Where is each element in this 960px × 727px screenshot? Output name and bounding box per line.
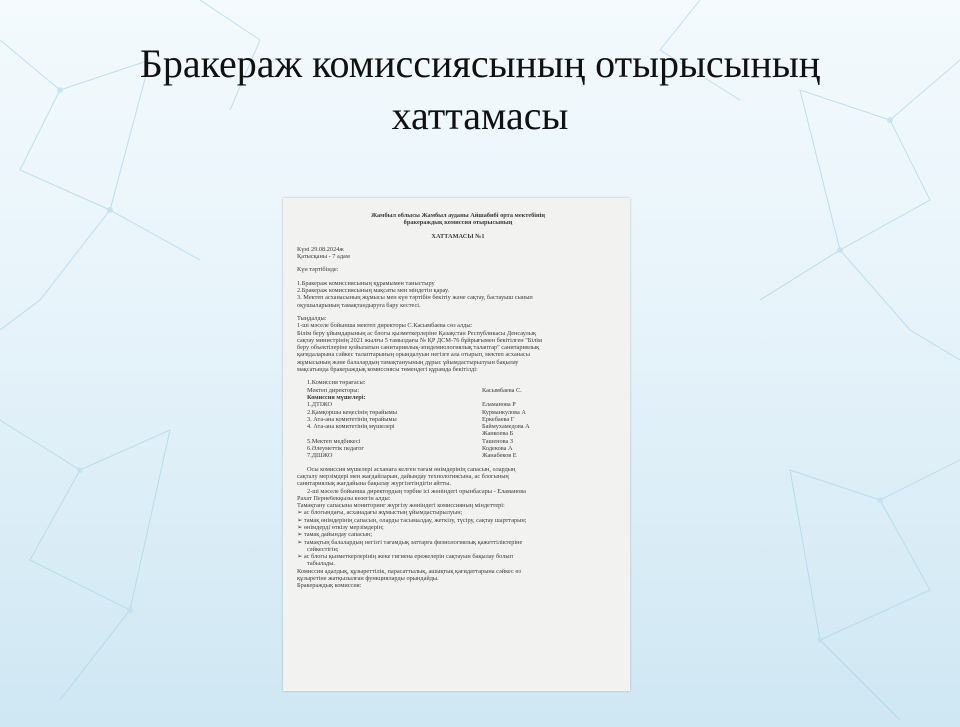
agenda-item: 1.Бракераж комиссиясының құрамымен таныстыру <box>297 279 435 287</box>
member-role <box>307 430 482 437</box>
heard-heading: Тыңдалды: <box>297 314 327 322</box>
heard-line: Білім беру ұйымдарының ас блогы қызметкерлеріне Қазақстан Республикасы Денсаулық <box>297 329 537 337</box>
member-role: 2.Қамқоршы кеңесінің төрайымы <box>307 408 397 416</box>
member-role: 4. Ата-ана комитетінің мүшелері <box>307 423 395 431</box>
member-name: Курманкулова А <box>482 408 526 416</box>
task-item: ➢ тамақ өнімдерінің сапасын, оларды тасымалдау, жеткізу, түсіру, сақтау шарттарын; <box>297 517 619 524</box>
doc-date: Күні 29.08.2024ж <box>297 245 344 253</box>
agenda-heading: Күн тәртібінде: <box>297 266 339 274</box>
slide-title-line-2: хаттамасы <box>391 93 569 138</box>
member-role: 3. Ата-ана комитетінің төрайымы <box>307 415 397 423</box>
para-line: санитариялық жағдайына бақылау жүргізетіндігін айтты. <box>297 480 451 488</box>
members-list <box>297 379 619 459</box>
doc-header-number: ХАТТАМАСЫ №1 <box>431 232 485 240</box>
task-item: ➢ ас блогындағы, асханадағы жұмыстың ұйымдастырылуын; <box>297 509 619 516</box>
member-name: Жанабеков Е <box>482 452 517 460</box>
member-name <box>482 379 619 386</box>
agenda-item: 3. Мектеп асханасының жұмысы мен күн тәртібін бекітіу және сақтау, бастауыш сынып <box>297 294 533 302</box>
para-line: сақталу мерзімдері мен жағдайларын, дайындау технологиясына, ас блогының <box>297 472 509 480</box>
para-line: Тамақтану сапасына мониторинг жүргізу жөніндегі комиссияның міндеттері: <box>297 502 505 510</box>
member-role: 7.ДШЖО <box>307 452 333 460</box>
doc-header-line-2: бракераждық комиссия отырысының <box>403 219 513 227</box>
task-item: ➢ тамақтың балалардың негізгі тағамдық заттарға физиологиялық қажеттіліктеріне <box>297 539 619 546</box>
heard-line: 1-ші мәселе бойынша мектеп директоры С.Касымбаева сөз алды: <box>297 322 473 330</box>
para-line: Осы комиссия мүшелері асханаға келген тағам өнімдерінің сапасын, олардың <box>307 465 516 473</box>
para-line: 2-ші мәселе бойынша директордың тәрбие ісі жөніндегі орынбасары - Еламанова <box>307 487 526 495</box>
member-name: Ташенова З <box>482 437 514 445</box>
member-name: Касымбаева С. <box>482 386 522 394</box>
member-name: Еламанова Р <box>482 401 516 409</box>
heard-line: беру объектілеріне қойылатын санитариялық-эпидемиологиялық талаптар" санитариялық <box>297 344 540 352</box>
heard-line: мақсатында бракераждық комиссиясы төмендегі құрамда бекітілді: <box>297 366 478 374</box>
task-item-continuation: сәйкестігін; <box>307 545 339 553</box>
member-name: Еркебаева Г <box>482 415 515 423</box>
heard-line: қағидаларына сәйкес талаптарының орындалуын негізге ала отырып, мектеп асханасы <box>297 351 530 359</box>
task-item: ➢ ас блогы қызметкерлерінің жеке гигиена ережелерін сақтауын бақылау болып <box>297 553 619 560</box>
member-name: Жанкоева Б <box>482 430 514 438</box>
closing-line: Бракераждық комиссия: <box>297 582 362 590</box>
task-item: ➢ тамақ дайындау сапасын; <box>297 531 619 538</box>
closing-line: құзыретіне жатқызылған функцияларды орындайды. <box>297 575 439 583</box>
doc-header-line-1: Жамбыл облысы Жамбыл ауданы Айшабибі орта мектебінің <box>370 212 546 219</box>
slide-title <box>0 38 960 142</box>
member-name <box>482 394 619 401</box>
heard-line: жұмысының және балалардың тамақтануының дұрыс ұйымдастырылуын бақылау <box>297 358 519 366</box>
slide-title-line-1: Бракераж комиссиясының отырысының <box>139 41 821 86</box>
para-line: Рахат Перне6екқызы көзегін алды: <box>297 494 391 502</box>
task-item: ➢ өнімдерді өткізу мерзімдерін; <box>297 524 619 531</box>
member-role: 6.Әлеуметтік педагог <box>307 445 365 453</box>
member-role: 1.ДТІЖО <box>307 401 332 409</box>
member-role: 1.Комиссия төрағасы: <box>307 379 366 387</box>
task-item-continuation: табылады. <box>307 560 336 568</box>
closing-line: Комиссия адалдық, құзыреттілік, парасаттылық, ашықтық қағидаттарына сәйкес өз <box>297 567 521 575</box>
heard-line: сақтау министрінің 2021 жылғы 5 тамыздағы № ҚР ДСМ-76 бұйрығымен бекітілген "Білім <box>297 336 543 344</box>
member-name: Баймухамедова А <box>482 423 530 431</box>
member-name: Кодекова А <box>482 445 513 453</box>
member-role: 5.Мектеп медбикесі <box>307 437 361 445</box>
doc-present: Қатысқаны - 7 адам <box>297 253 350 261</box>
member-role: Комиссия мүшелері: <box>307 393 366 401</box>
document-photo <box>283 198 630 691</box>
agenda-item: оқушыларының тамақтандыруға бару кестесі. <box>297 301 421 309</box>
agenda-item: 2.Бракераж комиссиясының мақсаты мен міндетін қарау. <box>297 287 450 295</box>
member-role: Мектеп директоры: <box>307 386 360 394</box>
